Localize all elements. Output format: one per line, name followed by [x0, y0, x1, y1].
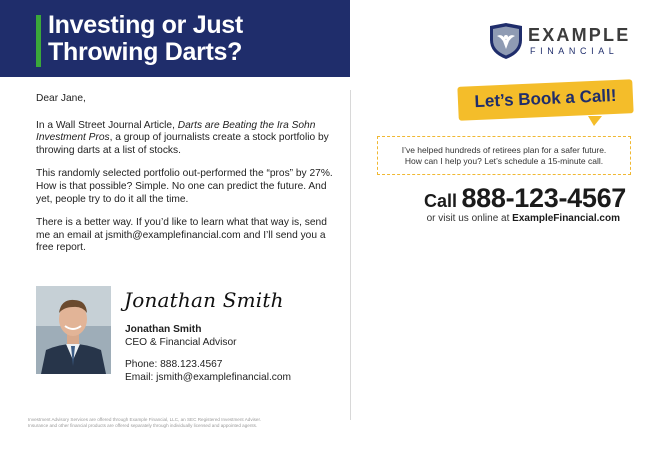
call-callout	[458, 83, 633, 117]
disclaimer-line-2: Insurance and other financial products are offered separately through individually licensed and appointed agents.	[28, 423, 258, 428]
column-divider	[350, 90, 351, 420]
headline-line-2: Throwing Darts?	[48, 38, 243, 66]
article-title: Darts are Beating the Ira Sohn Investment Pros	[36, 119, 316, 144]
disclaimer-line-1: Investment Advisory Services are offered through Example Financial, LLC, an SEC Registered Investment Adviser.	[28, 417, 262, 422]
letter-paragraph-1	[36, 120, 336, 158]
online-line	[410, 213, 620, 224]
legal-disclaimer	[28, 417, 328, 429]
advisor-phone: Phone: 888.123.4567	[125, 359, 223, 370]
letter-body	[36, 93, 336, 266]
advisor-name: Jonathan Smith	[125, 324, 202, 335]
advisor-photo	[36, 286, 111, 374]
online-text: or visit us online at	[426, 213, 513, 224]
advisor-email: Email: jsmith@examplefinancial.com	[125, 371, 292, 383]
letter-paragraph-3: There is a better way. If you’d like to learn what that way is, send me an email at jsmith@examplefinancial.com and I’ll send you a free report.	[36, 217, 327, 254]
shield-eagle-icon	[488, 22, 524, 60]
callout-text: Let’s Book a Call!	[474, 85, 617, 112]
pitch-box	[377, 136, 631, 175]
header-accent-bar	[36, 15, 41, 67]
advisor-portrait-icon	[36, 286, 111, 374]
salutation: Dear Jane,	[36, 93, 86, 104]
pitch-line-1: I’ve helped hundreds of retirees plan for a safer future.	[401, 145, 607, 155]
letter-paragraph-2: This randomly selected portfolio out-performed the “pros” by 27%. How is that possible? Simple. No one can predict the future. And yet, people try to do it all the time.	[36, 168, 333, 205]
call-line	[414, 183, 626, 214]
logo-wordmark: EXAMPLE	[528, 25, 631, 45]
logo-subtitle: FINANCIAL	[530, 46, 619, 56]
headline	[48, 12, 243, 66]
pitch-line-2: How can I help you? Let’s schedule a 15-minute call.	[404, 156, 604, 166]
call-label: Call	[423, 191, 457, 211]
headline-line-1: Investing or Just	[48, 11, 243, 39]
advisor-title: CEO & Financial Advisor	[125, 336, 237, 348]
phone-number: 888-123-4567	[461, 183, 626, 213]
p1-end: , a group of journalists create a stock portfolio by throwing darts at a list of stocks.	[36, 132, 329, 156]
website-link: ExampleFinancial.com	[512, 213, 620, 224]
company-logo	[488, 22, 638, 62]
signature-script: Jonathan Smith	[124, 288, 284, 312]
signature-block	[125, 324, 291, 384]
callout-pointer-icon	[588, 116, 602, 126]
p1-start: In a Wall Street Journal Article,	[36, 119, 178, 131]
